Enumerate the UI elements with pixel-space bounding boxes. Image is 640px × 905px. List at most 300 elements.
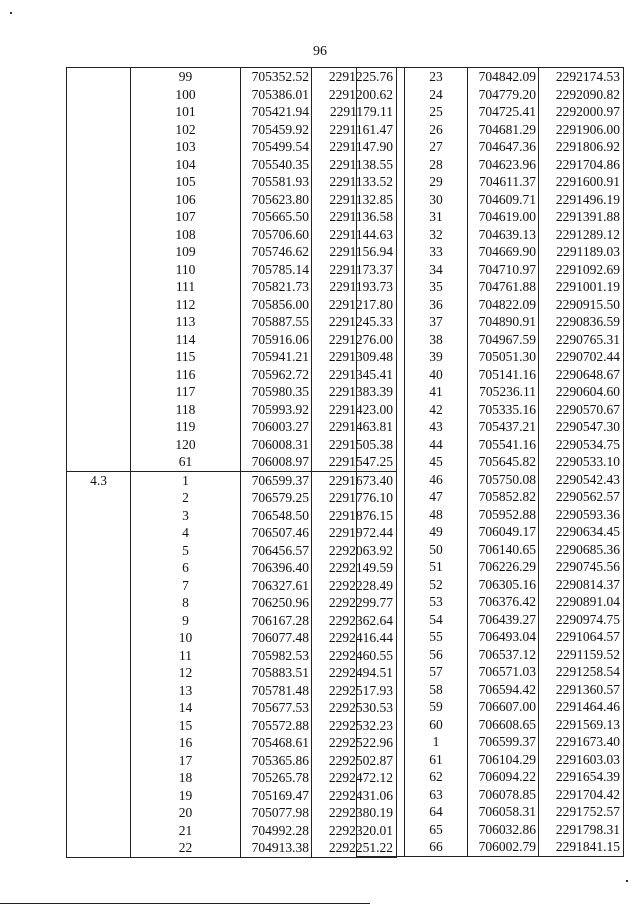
x-coordinate-cell: 706493.04 xyxy=(468,628,539,646)
section-cell xyxy=(67,804,131,822)
point-number-cell: 2 xyxy=(131,489,241,507)
section-cell xyxy=(357,313,405,331)
section-cell xyxy=(357,261,405,279)
table-row xyxy=(357,366,624,384)
scan-mark xyxy=(10,12,12,14)
section-cell xyxy=(357,821,405,839)
point-number-cell: 6 xyxy=(131,559,241,577)
y-coordinate-cell: 2292149.59 xyxy=(312,559,397,577)
x-coordinate-cell: 704611.37 xyxy=(468,173,539,191)
y-coordinate-cell: 2290604.60 xyxy=(539,383,624,401)
point-number-cell: 111 xyxy=(131,278,241,296)
point-number-cell: 1 xyxy=(131,471,241,489)
x-coordinate-cell: 706607.00 xyxy=(468,698,539,716)
x-coordinate-cell: 706537.12 xyxy=(468,646,539,664)
table-row xyxy=(357,716,624,734)
x-coordinate-cell: 706599.37 xyxy=(468,733,539,751)
table-row xyxy=(357,436,624,454)
point-number-cell: 109 xyxy=(131,243,241,261)
point-number-cell: 100 xyxy=(131,86,241,104)
table-row xyxy=(357,68,624,86)
x-coordinate-cell: 706049.17 xyxy=(468,523,539,541)
y-coordinate-cell: 2292380.19 xyxy=(312,804,397,822)
point-number-cell: 25 xyxy=(405,103,468,121)
x-coordinate-cell: 705993.92 xyxy=(241,401,312,419)
section-cell xyxy=(357,558,405,576)
point-number-cell: 48 xyxy=(405,506,468,524)
x-coordinate-cell: 704647.36 xyxy=(468,138,539,156)
table-row xyxy=(357,418,624,436)
section-cell xyxy=(357,471,405,489)
y-coordinate-cell: 2290542.43 xyxy=(539,471,624,489)
y-coordinate-cell: 2291092.69 xyxy=(539,261,624,279)
point-number-cell: 40 xyxy=(405,366,468,384)
y-coordinate-cell: 2290702.44 xyxy=(539,348,624,366)
point-number-cell: 106 xyxy=(131,191,241,209)
y-coordinate-cell: 2292090.82 xyxy=(539,86,624,104)
x-coordinate-cell: 706078.85 xyxy=(468,786,539,804)
section-cell xyxy=(357,646,405,664)
x-coordinate-cell: 705421.94 xyxy=(241,103,312,121)
table-row xyxy=(67,278,397,296)
y-coordinate-cell: 2291603.03 xyxy=(539,751,624,769)
x-coordinate-cell: 704725.41 xyxy=(468,103,539,121)
table-row xyxy=(67,173,397,191)
section-cell xyxy=(67,208,131,226)
x-coordinate-cell: 704842.09 xyxy=(468,68,539,86)
x-coordinate-cell: 705750.08 xyxy=(468,471,539,489)
table-row xyxy=(357,838,624,856)
table-row xyxy=(357,663,624,681)
point-number-cell: 115 xyxy=(131,348,241,366)
table-row xyxy=(67,664,397,682)
y-coordinate-cell: 2291547.25 xyxy=(312,453,397,471)
section-cell xyxy=(357,681,405,699)
y-coordinate-cell: 2292530.53 xyxy=(312,699,397,717)
point-number-cell: 49 xyxy=(405,523,468,541)
y-coordinate-cell: 2291276.00 xyxy=(312,331,397,349)
x-coordinate-cell: 706439.27 xyxy=(468,611,539,629)
section-cell xyxy=(67,103,131,121)
point-number-cell: 52 xyxy=(405,576,468,594)
table-row xyxy=(67,383,397,401)
table-row xyxy=(357,821,624,839)
section-cell xyxy=(67,383,131,401)
section-cell xyxy=(357,803,405,821)
section-cell xyxy=(357,716,405,734)
point-number-cell: 61 xyxy=(131,453,241,471)
table-row xyxy=(67,594,397,612)
table-row xyxy=(357,646,624,664)
y-coordinate-cell: 2291132.85 xyxy=(312,191,397,209)
point-number-cell: 38 xyxy=(405,331,468,349)
table-row xyxy=(357,523,624,541)
section-cell xyxy=(67,243,131,261)
section-cell xyxy=(67,401,131,419)
table-row xyxy=(357,506,624,524)
point-number-cell: 30 xyxy=(405,191,468,209)
point-number-cell: 44 xyxy=(405,436,468,454)
x-coordinate-cell: 705952.88 xyxy=(468,506,539,524)
y-coordinate-cell: 2291423.00 xyxy=(312,401,397,419)
table-row xyxy=(67,822,397,840)
y-coordinate-cell: 2291200.62 xyxy=(312,86,397,104)
x-coordinate-cell: 706008.31 xyxy=(241,436,312,454)
x-coordinate-cell: 705887.55 xyxy=(241,313,312,331)
section-cell xyxy=(67,86,131,104)
section-cell xyxy=(67,769,131,787)
section-cell xyxy=(357,611,405,629)
section-cell xyxy=(67,507,131,525)
section-cell: 4.3 xyxy=(67,471,131,489)
table-row xyxy=(357,786,624,804)
x-coordinate-cell: 706571.03 xyxy=(468,663,539,681)
section-cell xyxy=(357,593,405,611)
section-cell xyxy=(67,348,131,366)
point-number-cell: 60 xyxy=(405,716,468,734)
point-number-cell: 102 xyxy=(131,121,241,139)
section-cell xyxy=(67,682,131,700)
section-cell xyxy=(67,313,131,331)
table-row xyxy=(357,173,624,191)
y-coordinate-cell: 2291391.88 xyxy=(539,208,624,226)
x-coordinate-cell: 705785.14 xyxy=(241,261,312,279)
point-number-cell: 29 xyxy=(405,173,468,191)
section-cell xyxy=(67,261,131,279)
point-number-cell: 13 xyxy=(131,682,241,700)
point-number-cell: 17 xyxy=(131,752,241,770)
x-coordinate-cell: 705335.16 xyxy=(468,401,539,419)
table-row xyxy=(67,121,397,139)
table-row xyxy=(67,559,397,577)
x-coordinate-cell: 705645.82 xyxy=(468,453,539,471)
table-row xyxy=(67,296,397,314)
x-coordinate-cell: 706548.50 xyxy=(241,507,312,525)
section-cell xyxy=(67,68,131,86)
point-number-cell: 42 xyxy=(405,401,468,419)
coordinates-table-right xyxy=(356,67,624,857)
section-cell xyxy=(357,541,405,559)
x-coordinate-cell: 706167.28 xyxy=(241,612,312,630)
y-coordinate-cell: 2291654.39 xyxy=(539,768,624,786)
x-coordinate-cell: 706599.37 xyxy=(241,471,312,489)
page-number: 96 xyxy=(313,44,327,59)
x-coordinate-cell: 706305.16 xyxy=(468,576,539,594)
y-coordinate-cell: 2291001.19 xyxy=(539,278,624,296)
x-coordinate-cell: 706003.27 xyxy=(241,418,312,436)
section-cell xyxy=(67,629,131,647)
point-number-cell: 113 xyxy=(131,313,241,331)
point-number-cell: 101 xyxy=(131,103,241,121)
x-coordinate-cell: 705459.92 xyxy=(241,121,312,139)
point-number-cell: 15 xyxy=(131,717,241,735)
table-row xyxy=(67,261,397,279)
point-number-cell: 37 xyxy=(405,313,468,331)
x-coordinate-cell: 705572.88 xyxy=(241,717,312,735)
x-coordinate-cell: 705821.73 xyxy=(241,278,312,296)
section-cell xyxy=(357,663,405,681)
x-coordinate-cell: 706456.57 xyxy=(241,542,312,560)
x-coordinate-cell: 704669.90 xyxy=(468,243,539,261)
table-row xyxy=(357,313,624,331)
point-number-cell: 112 xyxy=(131,296,241,314)
point-number-cell: 10 xyxy=(131,629,241,647)
y-coordinate-cell: 2290648.67 xyxy=(539,366,624,384)
section-cell xyxy=(67,839,131,857)
y-coordinate-cell: 2290534.75 xyxy=(539,436,624,454)
section-cell xyxy=(67,647,131,665)
x-coordinate-cell: 705746.62 xyxy=(241,243,312,261)
table-row xyxy=(67,348,397,366)
table-row xyxy=(67,86,397,104)
section-cell xyxy=(357,751,405,769)
x-coordinate-cell: 706058.31 xyxy=(468,803,539,821)
y-coordinate-cell: 2291136.58 xyxy=(312,208,397,226)
x-coordinate-cell: 705352.52 xyxy=(241,68,312,86)
x-coordinate-cell: 704609.71 xyxy=(468,191,539,209)
point-number-cell: 33 xyxy=(405,243,468,261)
section-cell xyxy=(67,822,131,840)
x-coordinate-cell: 706250.96 xyxy=(241,594,312,612)
section-cell xyxy=(67,453,131,471)
section-cell xyxy=(357,156,405,174)
x-coordinate-cell: 705856.00 xyxy=(241,296,312,314)
section-cell xyxy=(357,576,405,594)
x-coordinate-cell: 705781.48 xyxy=(241,682,312,700)
point-number-cell: 57 xyxy=(405,663,468,681)
section-cell xyxy=(357,523,405,541)
table-row xyxy=(67,769,397,787)
y-coordinate-cell: 2292517.93 xyxy=(312,682,397,700)
section-cell xyxy=(67,524,131,542)
x-coordinate-cell: 706140.65 xyxy=(468,541,539,559)
table-row xyxy=(67,787,397,805)
table-row xyxy=(67,577,397,595)
y-coordinate-cell: 2291064.57 xyxy=(539,628,624,646)
point-number-cell: 47 xyxy=(405,488,468,506)
x-coordinate-cell: 705706.60 xyxy=(241,226,312,244)
y-coordinate-cell: 2291179.11 xyxy=(312,103,397,121)
x-coordinate-cell: 706327.61 xyxy=(241,577,312,595)
table-row xyxy=(357,751,624,769)
y-coordinate-cell: 2290593.36 xyxy=(539,506,624,524)
table-row xyxy=(357,576,624,594)
table-row xyxy=(67,366,397,384)
point-number-cell: 99 xyxy=(131,68,241,86)
section-cell xyxy=(67,559,131,577)
x-coordinate-cell: 704761.88 xyxy=(468,278,539,296)
section-cell xyxy=(67,734,131,752)
y-coordinate-cell: 2291161.47 xyxy=(312,121,397,139)
y-coordinate-cell: 2291776.10 xyxy=(312,489,397,507)
section-cell xyxy=(357,68,405,86)
y-coordinate-cell: 2291147.90 xyxy=(312,138,397,156)
table-row xyxy=(67,138,397,156)
y-coordinate-cell: 2291600.91 xyxy=(539,173,624,191)
table-row xyxy=(67,699,397,717)
section-cell xyxy=(357,348,405,366)
table-row xyxy=(67,524,397,542)
y-coordinate-cell: 2292522.96 xyxy=(312,734,397,752)
section-cell xyxy=(67,542,131,560)
table-row xyxy=(67,436,397,454)
table-row xyxy=(357,698,624,716)
section-cell xyxy=(67,138,131,156)
section-cell xyxy=(67,121,131,139)
y-coordinate-cell: 2292174.53 xyxy=(539,68,624,86)
y-coordinate-cell: 2292502.87 xyxy=(312,752,397,770)
y-coordinate-cell: 2291972.44 xyxy=(312,524,397,542)
section-cell xyxy=(357,401,405,419)
table-row xyxy=(357,86,624,104)
y-coordinate-cell: 2291806.92 xyxy=(539,138,624,156)
section-cell xyxy=(357,138,405,156)
point-number-cell: 50 xyxy=(405,541,468,559)
y-coordinate-cell: 2291463.81 xyxy=(312,418,397,436)
section-cell xyxy=(357,383,405,401)
section-cell xyxy=(67,752,131,770)
y-coordinate-cell: 2292431.06 xyxy=(312,787,397,805)
point-number-cell: 114 xyxy=(131,331,241,349)
table-row xyxy=(357,296,624,314)
table-row xyxy=(67,243,397,261)
x-coordinate-cell: 706008.97 xyxy=(241,453,312,471)
point-number-cell: 46 xyxy=(405,471,468,489)
section-cell xyxy=(67,173,131,191)
point-number-cell: 4 xyxy=(131,524,241,542)
point-number-cell: 55 xyxy=(405,628,468,646)
table-row xyxy=(67,507,397,525)
section-cell xyxy=(357,768,405,786)
x-coordinate-cell: 705386.01 xyxy=(241,86,312,104)
point-number-cell: 104 xyxy=(131,156,241,174)
point-number-cell: 27 xyxy=(405,138,468,156)
point-number-cell: 12 xyxy=(131,664,241,682)
section-cell xyxy=(67,191,131,209)
section-cell xyxy=(67,366,131,384)
point-number-cell: 103 xyxy=(131,138,241,156)
scan-mark xyxy=(626,880,628,882)
x-coordinate-cell: 705077.98 xyxy=(241,804,312,822)
point-number-cell: 18 xyxy=(131,769,241,787)
table-row xyxy=(67,226,397,244)
x-coordinate-cell: 705051.30 xyxy=(468,348,539,366)
point-number-cell: 22 xyxy=(131,839,241,857)
table-row xyxy=(357,471,624,489)
table-row xyxy=(67,103,397,121)
point-number-cell: 11 xyxy=(131,647,241,665)
point-number-cell: 105 xyxy=(131,173,241,191)
x-coordinate-cell: 705665.50 xyxy=(241,208,312,226)
y-coordinate-cell: 2291345.41 xyxy=(312,366,397,384)
point-number-cell: 107 xyxy=(131,208,241,226)
x-coordinate-cell: 706608.65 xyxy=(468,716,539,734)
table-row xyxy=(357,138,624,156)
table-row xyxy=(357,733,624,751)
section-cell xyxy=(357,628,405,646)
section-cell xyxy=(357,103,405,121)
y-coordinate-cell: 2291906.00 xyxy=(539,121,624,139)
x-coordinate-cell: 705540.35 xyxy=(241,156,312,174)
y-coordinate-cell: 2290765.31 xyxy=(539,331,624,349)
table-row xyxy=(67,471,397,489)
section-cell xyxy=(67,436,131,454)
x-coordinate-cell: 705941.21 xyxy=(241,348,312,366)
point-number-cell: 65 xyxy=(405,821,468,839)
x-coordinate-cell: 705468.61 xyxy=(241,734,312,752)
point-number-cell: 5 xyxy=(131,542,241,560)
x-coordinate-cell: 705852.82 xyxy=(468,488,539,506)
x-coordinate-cell: 705916.06 xyxy=(241,331,312,349)
y-coordinate-cell: 2290814.37 xyxy=(539,576,624,594)
x-coordinate-cell: 706396.40 xyxy=(241,559,312,577)
y-coordinate-cell: 2291876.15 xyxy=(312,507,397,525)
point-number-cell: 35 xyxy=(405,278,468,296)
section-cell xyxy=(357,733,405,751)
table-row xyxy=(67,418,397,436)
y-coordinate-cell: 2292228.49 xyxy=(312,577,397,595)
y-coordinate-cell: 2291673.40 xyxy=(312,471,397,489)
x-coordinate-cell: 704710.97 xyxy=(468,261,539,279)
y-coordinate-cell: 2291225.76 xyxy=(312,68,397,86)
x-coordinate-cell: 704681.29 xyxy=(468,121,539,139)
x-coordinate-cell: 706094.22 xyxy=(468,768,539,786)
table-row xyxy=(67,68,397,86)
y-coordinate-cell: 2291752.57 xyxy=(539,803,624,821)
x-coordinate-cell: 704913.38 xyxy=(241,839,312,857)
point-number-cell: 117 xyxy=(131,383,241,401)
point-number-cell: 41 xyxy=(405,383,468,401)
y-coordinate-cell: 2291138.55 xyxy=(312,156,397,174)
point-number-cell: 8 xyxy=(131,594,241,612)
section-cell xyxy=(67,418,131,436)
y-coordinate-cell: 2292362.64 xyxy=(312,612,397,630)
y-coordinate-cell: 2291569.13 xyxy=(539,716,624,734)
section-cell xyxy=(357,838,405,856)
point-number-cell: 110 xyxy=(131,261,241,279)
y-coordinate-cell: 2292251.22 xyxy=(312,839,397,857)
section-cell xyxy=(357,86,405,104)
x-coordinate-cell: 705962.72 xyxy=(241,366,312,384)
table-row xyxy=(67,191,397,209)
y-coordinate-cell: 2291505.38 xyxy=(312,436,397,454)
y-coordinate-cell: 2291144.63 xyxy=(312,226,397,244)
x-coordinate-cell: 706507.46 xyxy=(241,524,312,542)
table-row xyxy=(357,558,624,576)
x-coordinate-cell: 705581.93 xyxy=(241,173,312,191)
point-number-cell: 119 xyxy=(131,418,241,436)
point-number-cell: 66 xyxy=(405,838,468,856)
y-coordinate-cell: 2292472.12 xyxy=(312,769,397,787)
y-coordinate-cell: 2291258.54 xyxy=(539,663,624,681)
table-row xyxy=(357,191,624,209)
point-number-cell: 26 xyxy=(405,121,468,139)
section-cell xyxy=(357,173,405,191)
point-number-cell: 23 xyxy=(405,68,468,86)
y-coordinate-cell: 2292532.23 xyxy=(312,717,397,735)
point-number-cell: 108 xyxy=(131,226,241,244)
point-number-cell: 14 xyxy=(131,699,241,717)
table-row xyxy=(357,156,624,174)
section-cell xyxy=(357,366,405,384)
table-row xyxy=(357,121,624,139)
section-cell xyxy=(357,278,405,296)
table-row xyxy=(67,313,397,331)
y-coordinate-cell: 2291217.80 xyxy=(312,296,397,314)
point-number-cell: 59 xyxy=(405,698,468,716)
point-number-cell: 53 xyxy=(405,593,468,611)
point-number-cell: 51 xyxy=(405,558,468,576)
